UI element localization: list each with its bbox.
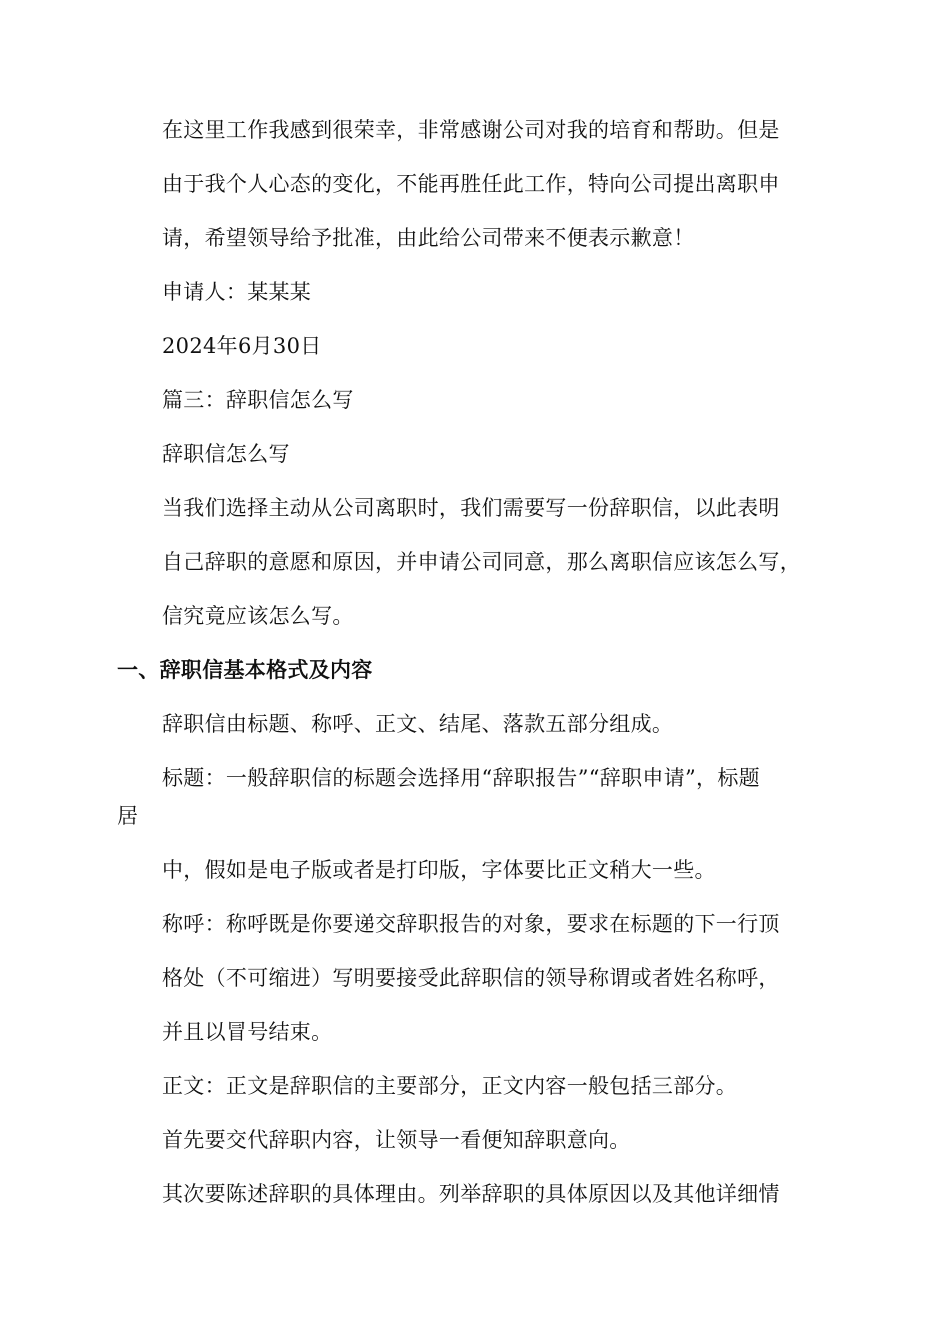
body-line: 自己辞职的意愿和原因，并申请公司同意，那么离职信应该怎么写，: [162, 550, 801, 574]
body-line: 中，假如是电子版或者是打印版，字体要比正文稍大一些。: [162, 858, 716, 882]
body-line: 并且以冒号结束。: [162, 1020, 333, 1044]
body-line: 首先要交代辞职内容，让领导一看便知辞职意向。: [162, 1128, 631, 1152]
body-line: 信究竟应该怎么写。: [162, 604, 354, 628]
body-line: 当我们选择主动从公司离职时，我们需要写一份辞职信，以此表明: [162, 496, 780, 520]
body-line: 由于我个人心态的变化，不能再胜任此工作，特向公司提出离职申: [162, 172, 780, 196]
body-line: 正文：正文是辞职信的主要部分，正文内容一般包括三部分。: [162, 1074, 738, 1098]
body-line: 格处（不可缩进）写明要接受此辞职信的领导称谓或者姓名称呼，: [162, 966, 780, 990]
body-line: 居: [117, 804, 139, 828]
section-title: 篇三：辞职信怎么写: [162, 388, 354, 412]
section-heading: 一、辞职信基本格式及内容: [117, 658, 373, 682]
body-line: 在这里工作我感到很荣幸，非常感谢公司对我的培育和帮助。但是: [162, 118, 780, 142]
body-line: 辞职信由标题、称呼、正文、结尾、落款五部分组成。: [162, 712, 674, 736]
date-line: 2024年6月30日: [162, 334, 322, 358]
body-line: 称呼：称呼既是你要递交辞职报告的对象，要求在标题的下一行顶: [162, 912, 780, 936]
body-line: 请，希望领导给予批准，由此给公司带来不便表示歉意！: [162, 226, 695, 250]
article-title: 辞职信怎么写: [162, 442, 290, 466]
applicant-line: 申请人：某某某: [162, 280, 312, 304]
body-line: 标题：一般辞职信的标题会选择用“辞职报告”“辞职申请”，标题: [162, 766, 760, 790]
body-line: 其次要陈述辞职的具体理由。列举辞职的具体原因以及其他详细情: [162, 1182, 780, 1206]
